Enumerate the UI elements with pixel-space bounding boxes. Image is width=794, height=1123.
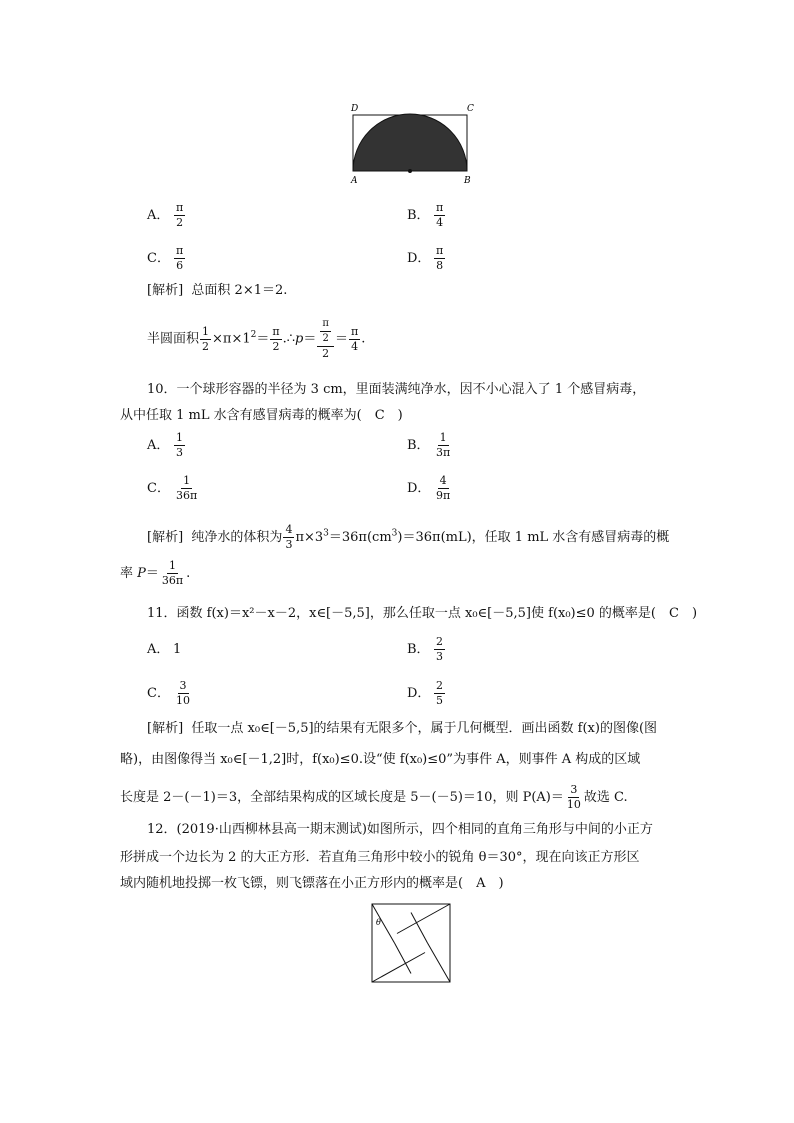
pinwheel-square-figure <box>370 902 452 984</box>
triangle-edge-4 <box>397 904 450 934</box>
q11-analysis-line-2: 略)，由图像得当 x₀∈[－1,2]时，f(x₀)≤0.设“使 f(x₀)≤0”为事件 A，则事件 A 构成的区域 <box>120 752 641 767</box>
q12-stem-line-3: 域内随机地投掷一枚飞镖，则飞镖落在小正方形内的概率是( A ) <box>120 876 504 891</box>
analysis-tag: [解析] <box>147 530 184 545</box>
triangle-edge-2 <box>372 953 425 983</box>
q10-stem-line-1: 10．一个球形容器的半径为 3 cm，里面装满纯净水，因不小心混入了 1 个感冒病毒， <box>147 382 646 397</box>
q10-analysis-line-2: 率 P＝ $\frac{1}{36\pi}$ . <box>120 559 191 587</box>
label-A: A <box>351 176 358 186</box>
q11-analysis-line-3: 长度是 2－(－1)＝3，全部结果构成的区域长度是 5－(－5)＝10，则 P(A)＝ $\frac{3}{10}$ 故选 C. <box>120 783 628 811</box>
q11-analysis-line-1: [解析] 任取一点 x₀∈[－5,5]的结果有无限多个，属于几何概型．画出函数 f(x)的图像(图 <box>147 721 658 736</box>
label-B: B <box>464 176 471 186</box>
inner-edge-a <box>395 943 412 974</box>
q9-option-d: D． $\frac{\pi}{8}$ <box>407 244 444 272</box>
inner-square <box>397 921 425 965</box>
q9-analysis-line-2: 半圆面积 $\frac{1}{2}$ $\times\pi\times 1^2=$ $\frac{\pi}{2}$ .∴p＝ $\frac{\frac{\pi}{2}}{2}$ ＝ $\frac{\pi}{4}$ . <box>147 318 366 360</box>
q10-option-b: B． $\frac{1}{3\pi}$ <box>407 431 451 459</box>
semicircle-rectangle-figure <box>340 100 480 186</box>
semicircle-shaded <box>353 114 467 171</box>
q9-option-b: B． $\frac{\pi}{4}$ <box>407 201 444 229</box>
q10-option-c: C． $\frac{1}{36\pi}$ <box>147 474 198 502</box>
analysis-tag: [解析] <box>147 721 184 736</box>
outer-square <box>372 904 450 982</box>
q11-option-c: C． $\frac{3}{10}$ <box>147 679 190 707</box>
q10-option-a: A． $\frac{1}{3}$ <box>147 431 183 459</box>
q11-stem: 11．函数 f(x)＝x²－x－2，x∈[－5,5]，那么任取一点 x₀∈[－5,5]使 f(x₀)≤0 的概率是( C ) <box>147 606 698 621</box>
label-C: C <box>467 104 474 114</box>
q9-option-c: C． $\frac{\pi}{6}$ <box>147 244 184 272</box>
theta-label: θ <box>376 918 381 927</box>
center-point <box>408 169 412 173</box>
q11-option-a: A． 1 <box>147 642 182 657</box>
label-D: D <box>351 104 359 114</box>
q10-analysis-line-1: [解析] 纯净水的体积为 $\frac{4}{3}$ $\pi\times 3^3=36\pi(cm^3)=36\pi(mL)$，任取 1 mL 水含有感冒病毒的概 <box>147 523 670 551</box>
q12-stem-line-2: 形拼成一个边长为 2 的大正方形．若直角三角形中较小的锐角 θ＝30°，现在向该正方形区 <box>120 850 640 865</box>
triangle-edge-3 <box>428 943 451 982</box>
q10-option-d: D． $\frac{4}{9\pi}$ <box>407 474 451 502</box>
analysis-tag: [解析] <box>147 283 184 298</box>
q11-option-b: B． $\frac{2}{3}$ <box>407 635 443 663</box>
q9-analysis-line-1: [解析] 总面积 2×1＝2. <box>147 283 288 298</box>
q9-option-a: A． $\frac{\pi}{2}$ <box>147 201 184 229</box>
inner-edge-b <box>411 913 428 944</box>
q12-stem-line-1: 12．(2019·山西柳林县高一期末测试)如图所示，四个相同的直角三角形与中间的小正方 <box>147 822 653 837</box>
q10-stem-line-2: 从中任取 1 mL 水含有感冒病毒的概率为( C ) <box>120 408 403 423</box>
q11-option-d: D． $\frac{2}{5}$ <box>407 679 443 707</box>
